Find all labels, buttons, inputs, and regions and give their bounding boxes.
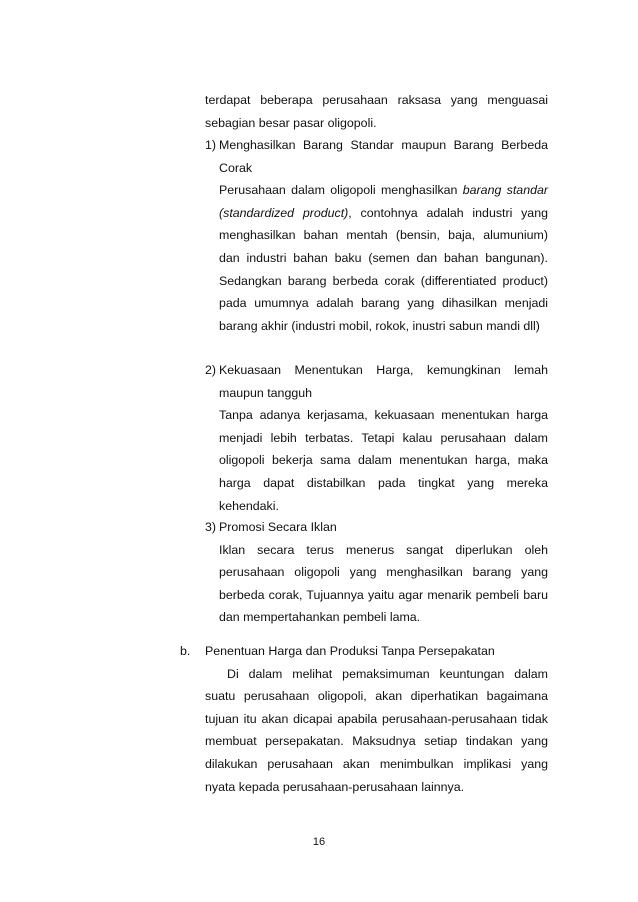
page-number: 16	[312, 836, 326, 848]
list-item-heading: Promosi Secara Iklan	[219, 520, 337, 534]
section-paragraph: Di dalam melihat pemaksimuman keuntungan dalam suatu perusahaan oligopoli, akan diperhatikan bagaimana tujuan itu akan dicapai apabila perusahaan-perusahaan tidak membuat persepakatan. Maksudnya setiap tindakan yang dilakukan perusahaan akan menimbulkan implikasi yang nyata kepada perusahaan-perusahaan lainnya.	[205, 666, 548, 794]
section-heading: Penentuan Harga dan Produksi Tanpa Persepakatan	[205, 644, 495, 658]
section-letter: b.	[180, 644, 191, 658]
list-number: 2)	[205, 363, 217, 377]
body-text-post: , contohnya adalah industri yang menghasilkan bahan mentah (bensin, baja, alumunium) dan industri bahan baku (semen dan bahan bangunan). Sedangkan barang berbeda corak (differentiated product) pada umumnya adalah barang yang dihasilkan menjadi barang akhir (industri mobil, rokok, inustri sabun mandi dll)	[219, 205, 548, 333]
intro-paragraph	[205, 89, 548, 134]
list-item-3	[205, 516, 548, 629]
list-number: 3)	[205, 520, 217, 534]
body-text-italic: barang standar (standardized product)	[219, 183, 548, 220]
intro-text: terdapat beberapa perusahaan raksasa yang menguasai sebagian besar pasar oligopoli.	[205, 93, 548, 130]
list-item-1	[205, 134, 548, 337]
list-item-heading: Kekuasaan Menentukan Harga, kemungkinan lemah maupun tangguh	[219, 363, 548, 400]
list-item-2	[205, 359, 548, 517]
list-item-body: Tanpa adanya kerjasama, kekuasaan menentukan harga menjadi lebih terbatas. Tetapi kalau perusahaan dalam oligopoli bekerja sama dalam menentukan harga, maka harga dapat distabilkan pada tingkat yang mereka kehendaki.	[219, 408, 548, 513]
section-b	[180, 640, 548, 798]
list-item-heading: Menghasilkan Barang Standar maupun Barang Berbeda Corak	[219, 138, 548, 175]
body-text-pre: Perusahaan dalam oligopoli menghasilkan	[219, 183, 463, 198]
list-item-body	[219, 179, 548, 337]
list-item-body: Iklan secara terus menerus sangat diperlukan oleh perusahaan oligopoli yang menghasilkan barang yang berbeda corak, Tujuannya yaitu agar menarik pembeli baru dan mempertahankan pembeli lama.	[219, 542, 548, 625]
list-number: 1)	[205, 138, 217, 152]
